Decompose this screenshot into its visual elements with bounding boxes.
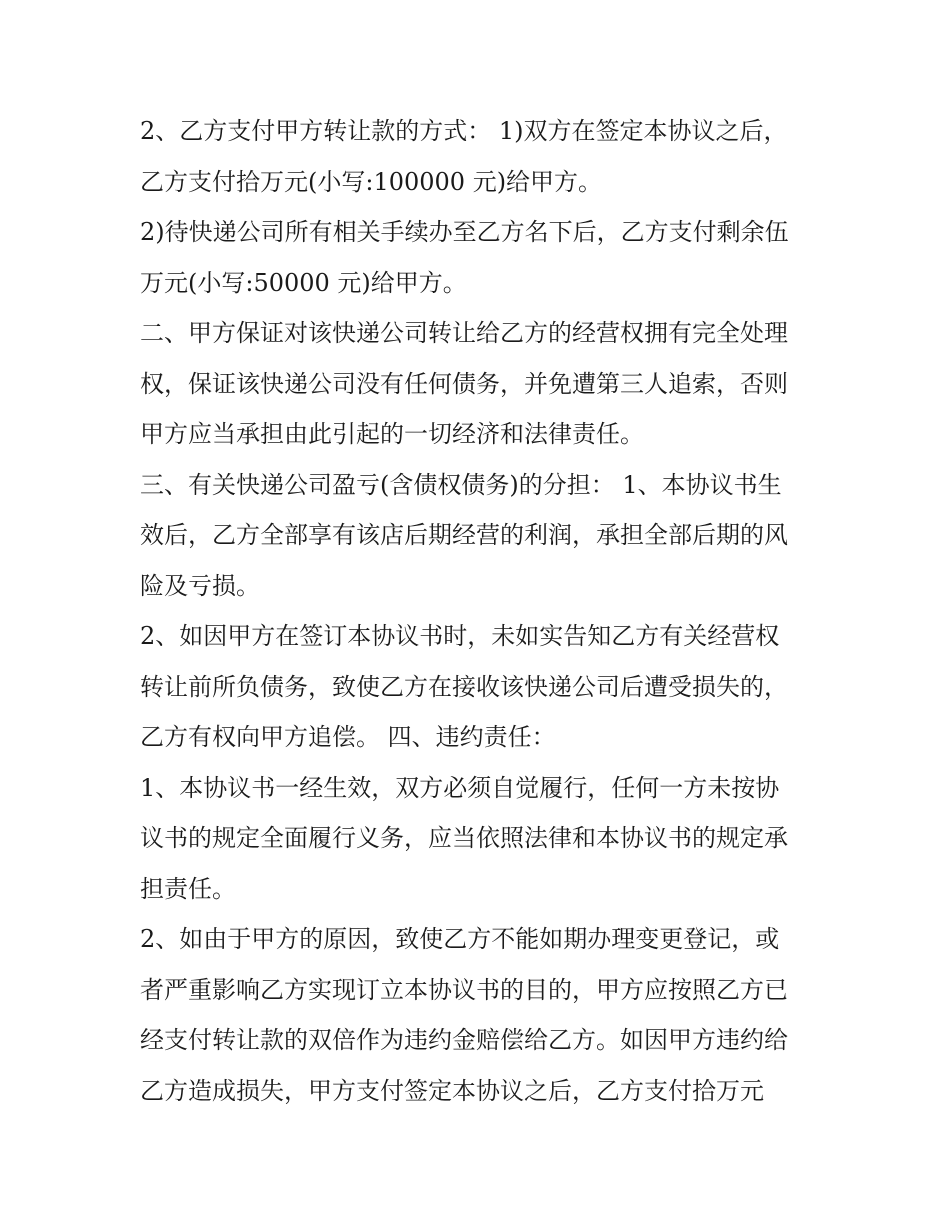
text-line: 转让前所负债务，致使乙方在接收该快递公司后遭受损失的，	[140, 672, 788, 701]
text-line: 议书的规定全面履行义务，应当依照法律和本协议书的规定承	[140, 824, 788, 852]
text-line: 担责任。	[140, 874, 236, 903]
text-line: 经支付转让款的双倍作为违约金赔偿给乙方。如因甲方违约给	[140, 1026, 788, 1054]
text-line: 万元(小写:50000 元)给甲方。	[140, 268, 467, 297]
text-line: 2、乙方支付甲方转让款的方式： 1)双方在签定本协议之后，	[140, 117, 788, 145]
text-line: 甲方应当承担由此引起的一切经济和法律责任。	[140, 420, 644, 448]
text-line: 险及亏损。	[140, 571, 260, 600]
document-body	[140, 106, 840, 1116]
text-line: 2)待快递公司所有相关手续办至乙方名下后，乙方支付剩余伍	[140, 218, 789, 246]
text-line: 乙方支付拾万元(小写:100000 元)给甲方。	[140, 167, 603, 196]
text-line: 权，保证该快递公司没有任何债务，并免遭第三人追索，否则	[140, 369, 788, 398]
text-line: 三、有关快递公司盈亏(含债权债务)的分担： 1、本协议书生	[140, 470, 782, 499]
text-line: 2、如因甲方在签订本协议书时，未如实告知乙方有关经营权	[140, 622, 780, 650]
text-line: 者严重影响乙方实现订立本协议书的目的，甲方应按照乙方已	[140, 975, 788, 1004]
text-line: 乙方有权向甲方追偿。 四、违约责任：	[140, 723, 556, 751]
text-line: 1、本协议书一经生效，双方必须自觉履行，任何一方未按协	[140, 773, 780, 802]
text-line: 效后，乙方全部享有该店后期经营的利润，承担全部后期的风	[140, 521, 788, 549]
text-line: 2、如由于甲方的原因，致使乙方不能如期办理变更登记，或	[140, 925, 780, 953]
text-line: 二、甲方保证对该快递公司转让给乙方的经营权拥有完全处理	[140, 319, 788, 347]
text-line: 乙方造成损失，甲方支付签定本协议之后，乙方支付拾万元	[140, 1076, 764, 1105]
